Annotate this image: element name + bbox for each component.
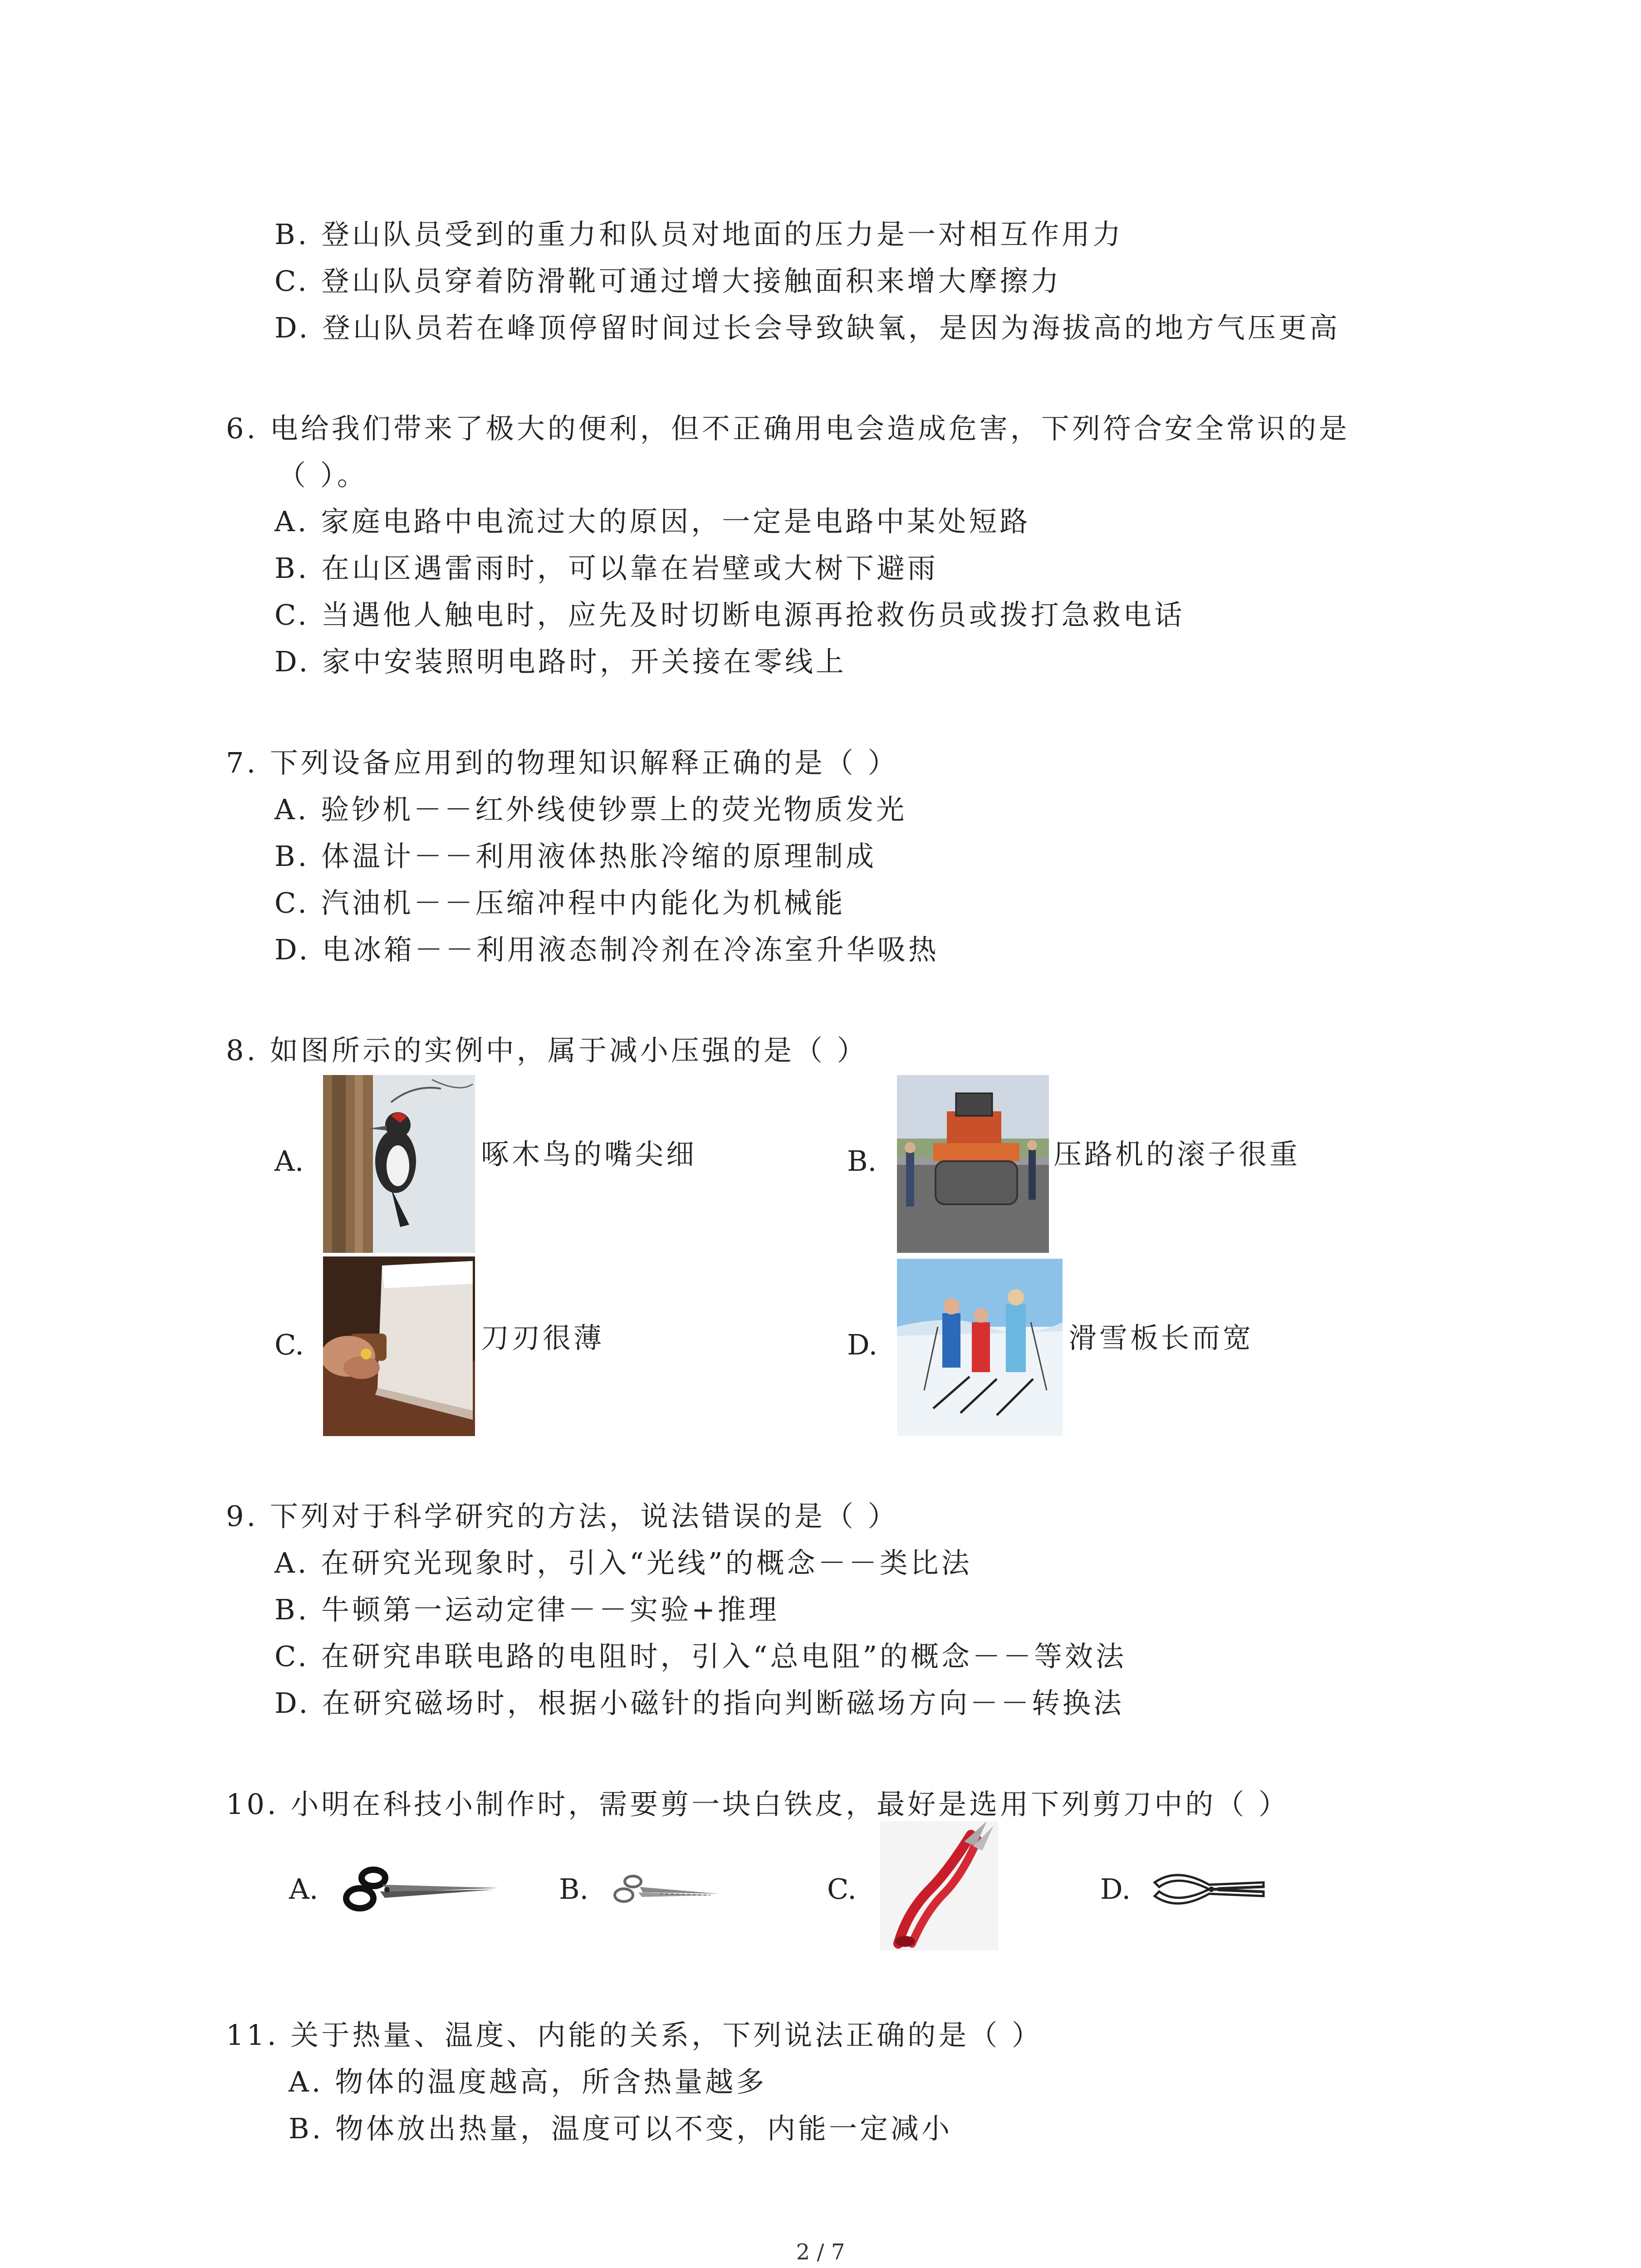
q8-option-c-letter: C. [274, 1328, 304, 1361]
q5-option-d: D. 登山队员若在峰顶停留时间过长会导致缺氧，是因为海拔高的地方气压更高 [274, 311, 1340, 344]
tin-snips-icon [1150, 1864, 1268, 1914]
q6-option-d: D. 家中安装照明电路时，开关接在零线上 [274, 645, 847, 678]
skiers-image [897, 1259, 1063, 1436]
q5-option-b: B. 登山队员受到的重力和队员对地面的压力是一对相互作用力 [274, 218, 1123, 251]
q6-option-b: B. 在山区遇雷雨时，可以靠在岩壁或大树下避雨 [274, 552, 938, 585]
page-number: 2 / 7 [796, 2239, 845, 2265]
q9-option-a: A. 在研究光现象时，引入“光线”的概念－－类比法 [274, 1546, 972, 1579]
q6-option-a: A. 家庭电路中电流过大的原因，一定是电路中某处短路 [274, 505, 1031, 538]
q8-option-b-letter: B. [847, 1144, 877, 1178]
q6-stem-line1: 6. 电给我们带来了极大的便利，但不正确用电会造成危害，下列符合安全常识的是 [226, 412, 1350, 445]
q11-stem: 11. 关于热量、温度、内能的关系，下列说法正确的是（ ） [226, 2019, 1043, 2052]
small-scissors-icon [610, 1869, 719, 1912]
q9-option-d: D. 在研究磁场时，根据小磁针的指向判断磁场方向－－转换法 [274, 1686, 1124, 1720]
q8-option-d-caption: 滑雪板长而宽 [1068, 1321, 1254, 1354]
q7-option-c: C. 汽油机－－压缩冲程中内能化为机械能 [274, 886, 846, 919]
q11-option-b: B. 物体放出热量，温度可以不变，内能一定减小 [289, 2112, 952, 2145]
thread-snips-icon [880, 1821, 998, 1950]
q9-option-c: C. 在研究串联电路的电阻时，引入“总电阻”的概念－－等效法 [274, 1640, 1127, 1673]
scissors-icon [339, 1860, 499, 1921]
q10-option-b-letter: B. [559, 1872, 589, 1906]
q10-option-c-letter: C. [827, 1872, 857, 1906]
woodpecker-image [323, 1075, 475, 1253]
q6-stem-line2: （ ）。 [278, 459, 368, 492]
q10-option-d-letter: D. [1100, 1872, 1131, 1906]
q8-option-a-caption: 啄木鸟的嘴尖细 [481, 1138, 697, 1171]
q9-option-b: B. 牛顿第一运动定律－－实验+推理 [274, 1593, 779, 1626]
q11-option-a: A. 物体的温度越高，所含热量越多 [289, 2065, 767, 2098]
q8-option-a-letter: A. [274, 1144, 304, 1178]
q10-stem: 10. 小明在科技小制作时，需要剪一块白铁皮，最好是选用下列剪刀中的（ ） [226, 1788, 1290, 1821]
q6-option-c: C. 当遇他人触电时，应先及时切断电源再抢救伤员或拨打急救电话 [274, 598, 1185, 631]
q5-option-c: C. 登山队员穿着防滑靴可通过增大接触面积来增大摩擦力 [274, 264, 1062, 298]
q7-option-d: D. 电冰箱－－利用液态制冷剂在冷冻室升华吸热 [274, 933, 939, 966]
q8-option-c-caption: 刀刃很薄 [481, 1321, 605, 1354]
q8-option-d-letter: D. [847, 1328, 878, 1361]
road-roller-image [897, 1075, 1049, 1253]
q8-stem: 8. 如图所示的实例中，属于减小压强的是（ ） [226, 1034, 868, 1067]
q9-stem: 9. 下列对于科学研究的方法，说法错误的是（ ） [226, 1500, 899, 1533]
q10-option-a-letter: A. [289, 1872, 318, 1906]
knife-image [323, 1256, 475, 1436]
q7-stem: 7. 下列设备应用到的物理知识解释正确的是（ ） [226, 746, 899, 779]
q8-option-b-caption: 压路机的滚子很重 [1053, 1138, 1301, 1171]
q7-option-b: B. 体温计－－利用液体热胀冷缩的原理制成 [274, 840, 877, 873]
q7-option-a: A. 验钞机－－红外线使钞票上的荧光物质发光 [274, 793, 907, 826]
